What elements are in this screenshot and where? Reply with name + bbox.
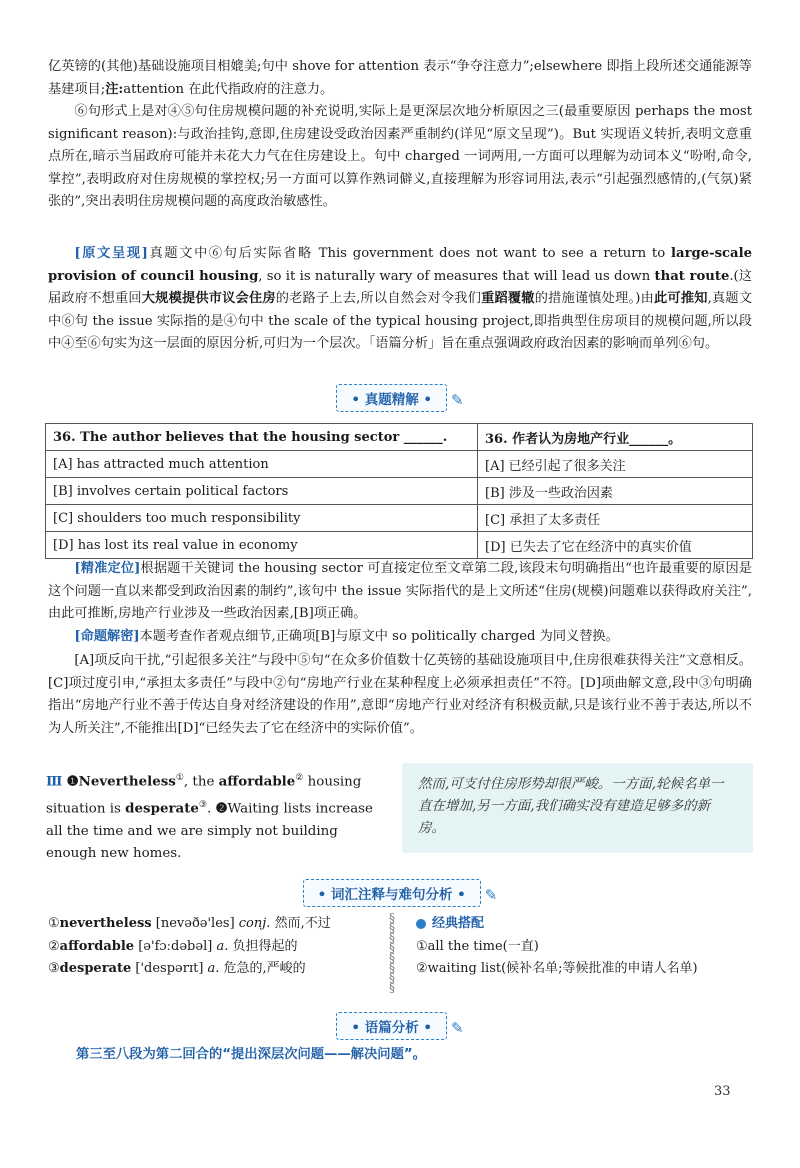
vocab-item: ①nevertheless [nevəðə'les] conj. 然而,不过 <box>48 916 331 931</box>
phrase-heading: 经典搭配 <box>416 913 756 936</box>
option-en: [D] has lost its real value in economy <box>46 532 478 559</box>
option-row-b <box>46 478 753 505</box>
paragraph-original-text: [原文呈现]真题文中⑥句后实际省略 This government does not want to see a return to large-scale provision of council housing, so it is naturally wary of measures that will lead us down that route.(这届政府不想重回大规模提供市议会住房的老路子上去,所以自然会对令我们重蹈覆辙的措施谨慎处理。)由此可推知,真题文中⑥句 the issue 实际指的是④句中 the scale of the typical housing project,即指典型住房项目的规模问题,所以段中④至⑥句实为这一层面的原因分析,可归为一个层次。「语篇分析」旨在重点强调政府政治因素的影响而单列⑥句。 <box>48 246 753 352</box>
option-en: [B] involves certain political factors <box>46 478 478 505</box>
option-zh: [B] 涉及一些政治因素 <box>478 478 753 505</box>
option-en: [A] has attracted much attention <box>46 451 478 478</box>
bullet-dot-icon <box>416 919 426 929</box>
paragraph-continued: 亿英镑的(其他)基础设施项目相媲美;句中 shove for attention 表示“争夺注意力”;elsewhere 即指上段所述交通能源等基建项目;注:attention 在此代指政府的注意力。 <box>48 59 752 97</box>
section-title-real-exam: • 真题精解 • ✎ <box>0 384 800 412</box>
phrase-item: ①all the time(一直) <box>416 938 539 954</box>
vocab-list <box>48 913 378 981</box>
option-zh: [D] 已失去了它在经济中的真实价值 <box>478 532 753 559</box>
discourse-summary: 第三至八段为第二回合的“提出深层次问题——解决问题”。 <box>76 1047 426 1062</box>
passage-translation: 然而,可支付住房形势却很严峻。一方面,轮候名单一直在增加,另一方面,我们确实没有建造足够多的新房。 <box>402 763 753 853</box>
section-title-vocab: • 词汇注释与难句分析 • ✎ <box>0 879 800 907</box>
option-row-d <box>46 532 753 559</box>
pen-icon: ✎ <box>451 390 464 409</box>
section-title-discourse: • 语篇分析 • ✎ <box>0 1012 800 1040</box>
option-en: [C] shoulders too much responsibility <box>46 505 478 532</box>
option-row-a <box>46 451 753 478</box>
vocab-item: ②affordable [ə'fɔːdəbəl] a. 负担得起的 <box>48 938 298 954</box>
phrase-item: ②waiting list(候补名单;等候批准的申请人名单) <box>416 961 698 976</box>
label-original-text: [原文呈现] <box>74 246 148 261</box>
question-stem-zh: 36. 作者认为房地产行业______。 <box>478 424 753 451</box>
option-zh: [C] 承担了太多责任 <box>478 505 753 532</box>
question-table <box>45 423 753 559</box>
chain-divider: § § § § § § § § <box>389 911 395 995</box>
question-stem-row <box>46 424 753 451</box>
phrase-list <box>416 913 756 981</box>
pen-icon: ✎ <box>451 1018 464 1037</box>
paragraph-question-decode: [命题解密]本题考查作者观点细节,正确项[B]与原文中 so politically charged 为同义替换。 <box>74 629 619 644</box>
paragraph-distractor-analysis: [A]项反向干扰,“引起很多关注”与段中⑤句“在众多价值数十亿英镑的基础设施项目中,住房很难获得关注”文意相反。[C]项过度引申,“承担太多责任”与段中②句“房地产行业在某种程度上必须承担责任”不符。[D]项曲解文意,段中③句明确指出“房地产行业不善于传达自身对经济建设的作用”,意即“房地产行业对经济有积极贡献,只是该行业不善于表达,所以不为人所关注”,不能推出[D]“已经失去了它在经济中的实际价值”。 <box>48 653 752 736</box>
paragraph-precise-location: [精准定位]根据题干关键词 the housing sector 可直接定位至文章第二段,该段末句明确指出“也许最重要的原因是这个问题一直以来都受到政治因素的制约”,该句中 the issue 实际指代的是上文所述“住房(规模)问题难以获得政府关注”,由此可推断,房地产行业涉及一些政治因素,[B]项正确。 <box>48 561 752 622</box>
page-number: 33 <box>714 1084 731 1099</box>
pen-icon: ✎ <box>484 885 498 904</box>
paragraph-sentence6-analysis: ⑥句形式上是对④⑤句住房规模问题的补充说明,实际上是更深层次地分析原因之三(最重要原因 perhaps the most significant reason):与政治挂钩,意即,住房建设受政治因素严重制约(详见“原文呈现”)。But 实现语义转折,表明文意重点所在,暗示当届政府可能并未花大力气在住房建设上。句中 charged 一词两用,一方面可以理解为动词本义“吩咐,命令,掌控”,表明政府对住房规模的掌控权;另一方面可以算作熟词僻义,直接理解为形容词用法,表示“引起强烈感情的,(气氛)紧张的”,突出表明住房规模问题的高度政治敏感性。 <box>48 104 752 210</box>
passage-excerpt: Ⅲ ❶Nevertheless①, the affordable② housing situation is desperate③. ❷Waiting lists increase all the time and we are simply not building enough new homes. <box>46 773 373 861</box>
question-stem-en: 36. The author believes that the housing sector ______. <box>46 424 478 451</box>
option-row-c <box>46 505 753 532</box>
vocab-item: ③desperate ['despərɪt] a. 危急的,严峻的 <box>48 961 306 976</box>
option-zh: [A] 已经引起了很多关注 <box>478 451 753 478</box>
